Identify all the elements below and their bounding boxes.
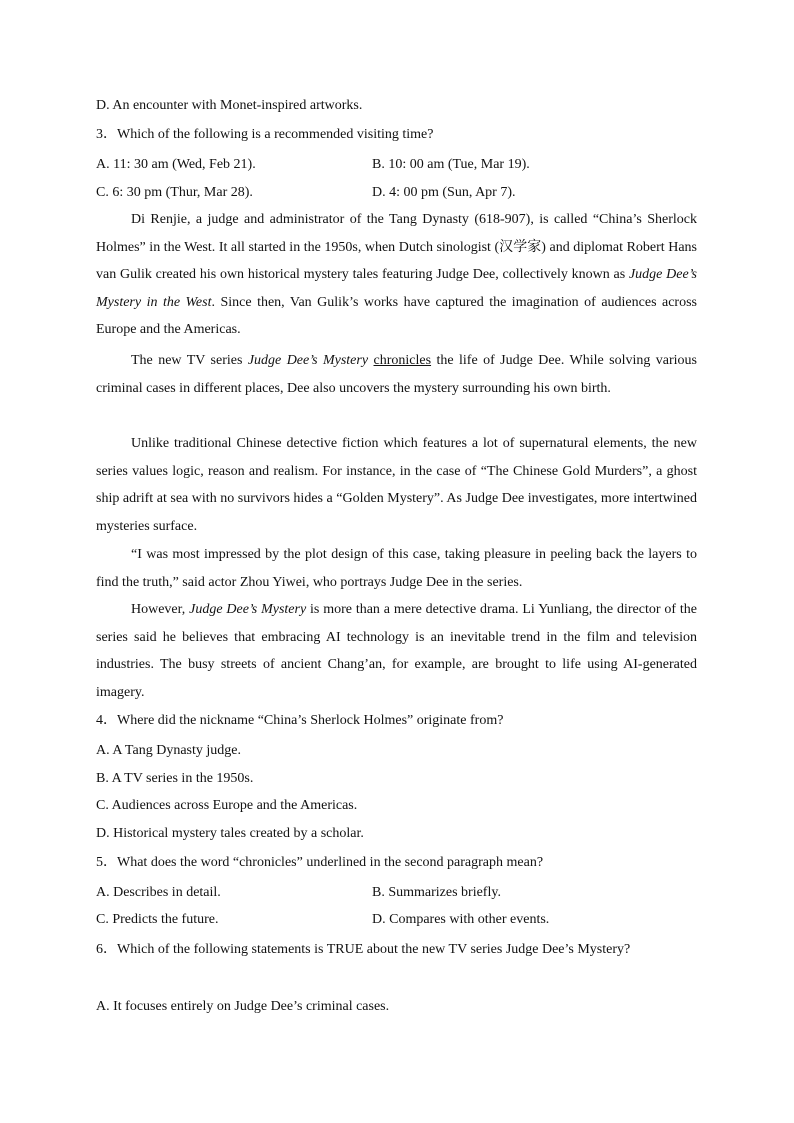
p1-text-b: . Since then, Van Gulik’s works have captured the imagination of audiences across Europe and the Americas.	[96, 294, 697, 338]
q3-option-b: B. 10: 00 am (Tue, Mar 19).	[372, 157, 530, 172]
q6-stem: 6．Which of the following statements is TRUE about the new TV series Judge Dee’s Mystery?	[96, 942, 631, 957]
p1-text-a: Di Renjie, a judge and administrator of the Tang Dynasty (618-907), is called “China’s Sherlock Holmes” in the West. It all started in the 1950s, when Dutch sinologist (汉学家) and diplomat Robert Hans van Gulik created his own historical mystery tales featuring Judge Dee, collectively known as	[96, 212, 697, 283]
q3-stem: 3．Which of the following is a recommended visiting time?	[96, 127, 434, 142]
q5-option-a: A. Describes in detail.	[96, 885, 221, 900]
passage-paragraph-2	[96, 347, 697, 402]
q2-option-d: D. An encounter with Monet-inspired artworks.	[96, 98, 363, 113]
underlined-word-chronicles: chronicles	[373, 353, 432, 368]
q4-option-b: B. A TV series in the 1950s.	[96, 771, 254, 786]
p2-text-b: the life of Judge Dee. While solving various criminal cases in different places, Dee also uncovers the mystery surrounding his own birth.	[96, 353, 697, 396]
q4-option-a: A. A Tang Dynasty judge.	[96, 743, 241, 758]
passage-paragraph-5	[96, 596, 697, 706]
p5-text-a: However,	[131, 602, 190, 617]
q3-option-d: D. 4: 00 pm (Sun, Apr 7).	[372, 185, 516, 200]
q6-option-a: A. It focuses entirely on Judge Dee’s criminal cases.	[96, 999, 390, 1014]
p5-text-b: is more than a mere detective drama. Li Yunliang, the director of the series said he believes that embracing AI technology is an inevitable trend in the film and television industries. The busy streets of ancient Chang’an, for example, are brought to life using AI-generated imagery.	[96, 602, 697, 700]
q3-option-c: C. 6: 30 pm (Thur, Mar 28).	[96, 185, 253, 200]
passage-paragraph-1	[96, 206, 697, 344]
q4-option-c: C. Audiences across Europe and the Americas.	[96, 798, 358, 813]
p2-text-a: The new TV series	[131, 353, 248, 368]
p2-series-title: Judge Dee’s Mystery	[247, 353, 369, 368]
q5-option-c: C. Predicts the future.	[96, 912, 219, 927]
passage-paragraph-3: Unlike traditional Chinese detective fiction which features a lot of supernatural elements, the new series values logic, reason and realism. For instance, in the case of “The Chinese Gold Murders”, a ghost ship adrift at sea with no survivors hides a “Golden Mystery”. As Judge Dee investigates, more intertwined mysteries surface.	[96, 436, 697, 534]
q5-option-d: D. Compares with other events.	[372, 912, 550, 927]
q3-option-a: A. 11: 30 am (Wed, Feb 21).	[96, 157, 256, 172]
q4-option-d: D. Historical mystery tales created by a scholar.	[96, 826, 364, 841]
q5-option-b: B. Summarizes briefly.	[372, 885, 501, 900]
q5-stem: 5．What does the word “chronicles” underlined in the second paragraph mean?	[96, 855, 544, 870]
q4-stem: 4．Where did the nickname “China’s Sherlock Holmes” originate from?	[96, 713, 504, 728]
p1-book-title: Judge Dee’s Mystery in the West	[96, 267, 697, 310]
p5-series-title: Judge Dee’s Mystery	[189, 602, 307, 617]
passage-paragraph-4: “I was most impressed by the plot design of this case, taking pleasure in peeling back the layers to find the truth,” said actor Zhou Yiwei, who portrays Judge Dee in the series.	[96, 547, 697, 590]
